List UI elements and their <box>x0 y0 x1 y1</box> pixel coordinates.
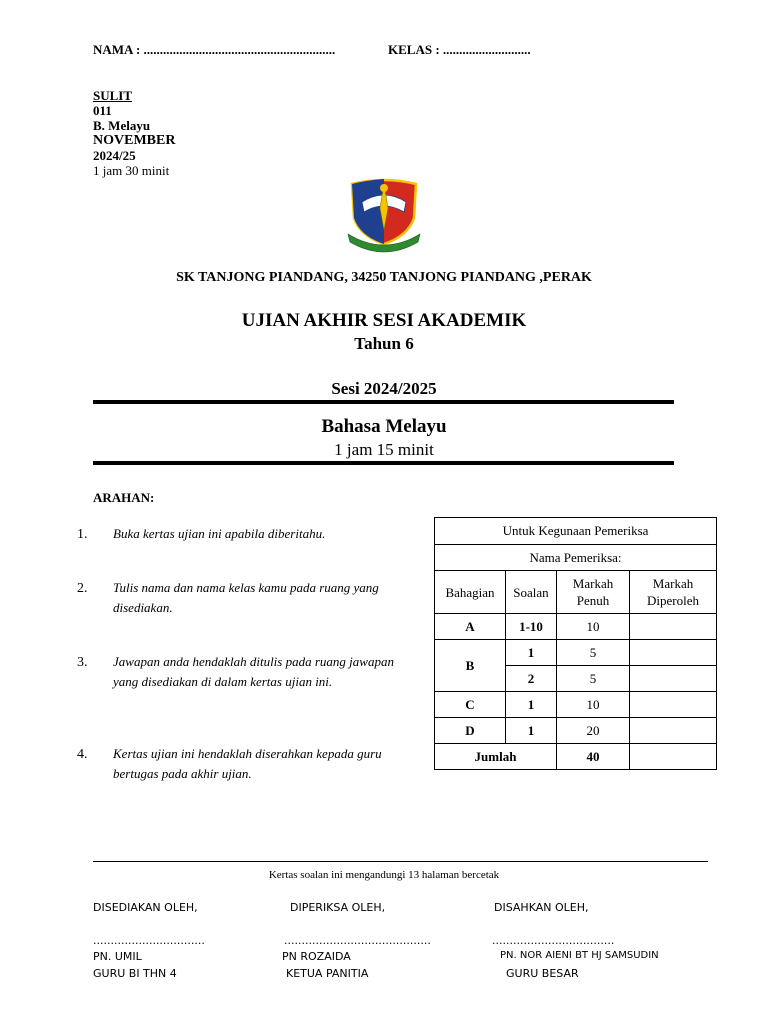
instruction-text: Tulis nama dan nama kelas kamu pada ruang yang disediakan. <box>113 580 379 615</box>
total-obtained-cell <box>630 744 717 770</box>
paper-header <box>93 88 175 178</box>
total-value: 40 <box>557 744 630 770</box>
instruction-number: 1. <box>77 527 88 542</box>
section-cell: A <box>435 614 506 640</box>
table-row <box>435 692 717 718</box>
instruction-item <box>77 652 415 691</box>
instruction-item <box>77 524 415 544</box>
examiner-name-field: Nama Pemeriksa: <box>435 545 717 571</box>
obtained-marks-cell <box>630 718 717 744</box>
exam-subject: Bahasa Melayu <box>321 416 447 437</box>
page-count-note: Kertas soalan ini mengandungi 13 halaman bercetak <box>268 869 500 881</box>
total-label: Jumlah <box>435 744 557 770</box>
exam-title: UJIAN AKHIR SESI AKADEMIK <box>241 310 527 331</box>
signature-line: .......................................... <box>284 934 431 947</box>
name-field-label: NAMA : ........................................................... <box>93 42 336 57</box>
signatory-role: DIPERIKSA OLEH, <box>290 901 386 914</box>
obtained-marks-cell <box>630 666 717 692</box>
exam-duration: 1 jam 15 minit <box>334 440 434 459</box>
footer-divider <box>93 861 708 862</box>
instruction-text: Buka kertas ujian ini apabila diberitahu. <box>113 526 326 541</box>
column-header: Soalan <box>506 571 557 614</box>
question-cell: 1 <box>506 718 557 744</box>
instruction-number: 3. <box>77 655 88 670</box>
school-crest-logo <box>344 178 424 256</box>
exam-month: NOVEMBER <box>93 133 176 148</box>
question-cell: 2 <box>506 666 557 692</box>
instruction-text: Kertas ujian ini hendaklah diserahkan kepada guru bertugas pada akhir ujian. <box>113 746 382 781</box>
signatory-title: GURU BI THN 4 <box>93 967 177 980</box>
signatory-title: KETUA PANITIA <box>286 967 369 980</box>
class-field-label: KELAS : ........................... <box>388 42 531 57</box>
signatory-title: GURU BESAR <box>506 967 579 980</box>
signatory-role: DISEDIAKAN OLEH, <box>93 901 198 914</box>
signatory-name: PN ROZAIDA <box>282 950 351 963</box>
question-cell: 1 <box>506 692 557 718</box>
table-title: Untuk Kegunaan Pemeriksa <box>435 518 717 545</box>
signatory-name: PN. UMIL <box>93 950 142 963</box>
question-cell: 1-10 <box>506 614 557 640</box>
question-cell: 1 <box>506 640 557 666</box>
full-marks-cell: 5 <box>557 640 630 666</box>
signatory-name: PN. NOR AIENI BT HJ SAMSUDIN <box>500 950 659 961</box>
examiner-marks-table <box>434 517 717 770</box>
instruction-item <box>77 744 415 783</box>
full-marks-cell: 20 <box>557 718 630 744</box>
instruction-number: 4. <box>77 747 88 762</box>
section-cell: B <box>435 640 506 692</box>
paper-code: 011 <box>93 103 112 118</box>
signature-line: ................................ <box>93 934 205 947</box>
obtained-marks-cell <box>630 640 717 666</box>
paper-time: 1 jam 30 minit <box>93 163 170 178</box>
obtained-marks-cell <box>630 614 717 640</box>
table-row <box>435 640 717 666</box>
instruction-item <box>77 578 415 617</box>
table-row <box>435 614 717 640</box>
section-cell: C <box>435 692 506 718</box>
section-cell: D <box>435 718 506 744</box>
exam-session: Sesi 2024/2025 <box>331 379 437 398</box>
exam-level: Tahun 6 <box>354 334 414 353</box>
column-header: Markah Penuh <box>557 571 630 614</box>
school-address: SK TANJONG PIANDANG, 34250 TANJONG PIANDANG ,PERAK <box>176 270 592 285</box>
sulit-label: SULIT <box>93 88 133 103</box>
obtained-marks-cell <box>630 692 717 718</box>
full-marks-cell: 10 <box>557 692 630 718</box>
divider-top <box>93 400 674 404</box>
full-marks-cell: 10 <box>557 614 630 640</box>
full-marks-cell: 5 <box>557 666 630 692</box>
instructions-heading: ARAHAN: <box>93 490 155 505</box>
subject-short: B. Melayu <box>93 118 151 133</box>
column-header: Markah Diperoleh <box>630 571 717 614</box>
signatory-role: DISAHKAN OLEH, <box>494 901 589 914</box>
signature-line: ................................... <box>492 934 615 947</box>
instruction-text: Jawapan anda hendaklah ditulis pada ruang jawapan yang disediakan di dalam kertas ujian ini. <box>113 654 394 689</box>
instruction-number: 2. <box>77 581 88 596</box>
exam-year: 2024/25 <box>93 148 136 163</box>
table-total-row <box>435 744 717 770</box>
divider-bottom <box>93 461 674 465</box>
column-header: Bahagian <box>435 571 506 614</box>
table-row <box>435 718 717 744</box>
